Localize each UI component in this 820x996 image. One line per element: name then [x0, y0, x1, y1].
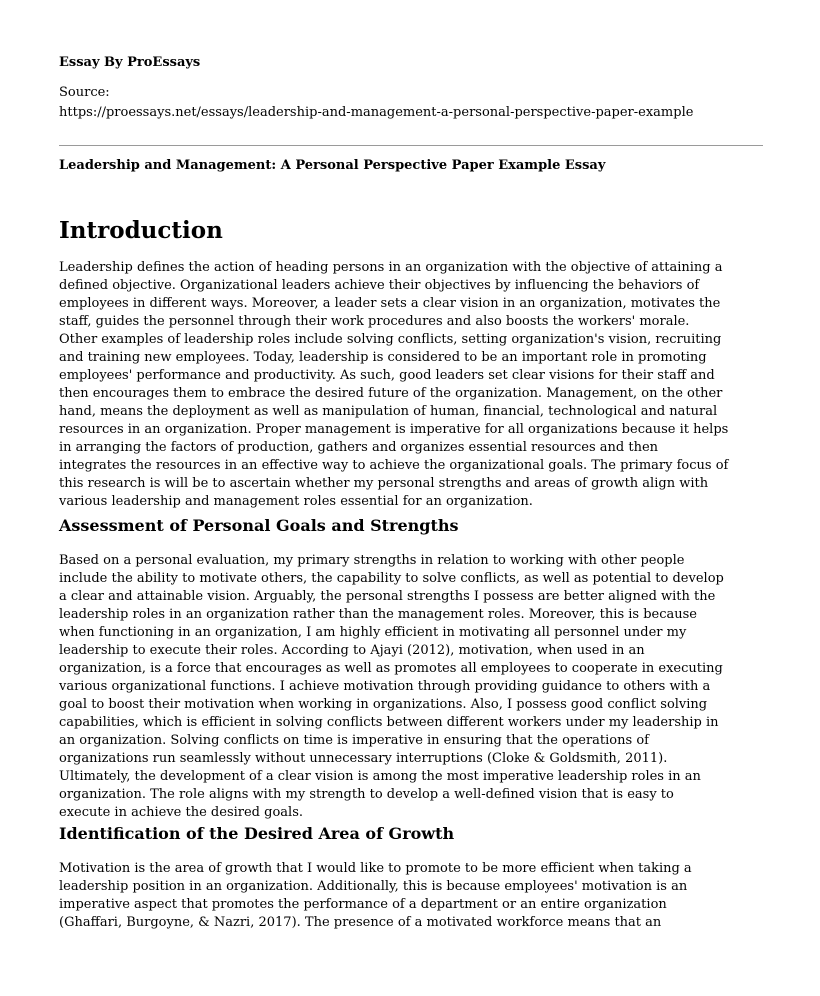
paragraph-line: organizations run seamlessly without unnecessary interruptions (Cloke & Goldsmith, 2011). — [59, 751, 668, 766]
paragraph-line: organization, is a force that encourages as well as promotes all employees to cooperate in executing — [59, 661, 723, 676]
paragraph-line: in arranging the factors of production, gathers and organizes essential resources and then — [59, 440, 659, 455]
paragraph-line: Other examples of leadership roles include solving conflicts, setting organization's vision, recruiting — [59, 332, 722, 347]
document-title: Leadership and Management: A Personal Perspective Paper Example Essay — [59, 158, 606, 173]
paragraph-line: resources in an organization. Proper management is imperative for all organizations because it helps — [59, 422, 729, 437]
paragraph-introduction — [59, 259, 767, 511]
paragraph-growth — [59, 860, 767, 932]
section-heading-introduction: Introduction — [59, 217, 223, 244]
paragraph-line: goal to boost their motivation when working in organizations. Also, I possess good conflict solving — [59, 697, 708, 712]
divider — [59, 145, 763, 146]
source-label: Source: — [59, 85, 110, 100]
paragraph-line: Based on a personal evaluation, my primary strengths in relation to working with other people — [59, 553, 685, 568]
paragraph-line: imperative aspect that promotes the performance of a department or an entire organization — [59, 897, 667, 912]
paragraph-line: include the ability to motivate others, the capability to solve conflicts, as well as potential to develop — [59, 571, 724, 586]
paragraph-line: Leadership defines the action of heading persons in an organization with the objective of attaining a — [59, 260, 723, 275]
paragraph-line: execute in achieve the desired goals. — [59, 805, 303, 820]
paragraph-line: an organization. Solving conflicts on time is imperative in ensuring that the operations of — [59, 733, 649, 748]
paragraph-line: (Ghaffari, Burgoyne, & Nazri, 2017). The presence of a motivated workforce means that an — [59, 915, 662, 930]
paragraph-line: integrates the resources in an effective way to achieve the organizational goals. The primary focus of — [59, 458, 729, 473]
paragraph-line: when functioning in an organization, I am highly efficient in motivating all personnel under my — [59, 625, 687, 640]
paragraph-line: and training new employees. Today, leadership is considered to be an important role in promoting — [59, 350, 707, 365]
paragraph-line: a clear and attainable vision. Arguably, the personal strengths I possess are better aligned with the — [59, 589, 716, 604]
source-url: https://proessays.net/essays/leadership-and-management-a-personal-perspective-paper-example — [59, 105, 694, 120]
paragraph-line: leadership roles in an organization rather than the management roles. Moreover, this is because — [59, 607, 697, 622]
paragraph-line: Motivation is the area of growth that I would like to promote to be more efficient when taking a — [59, 861, 692, 876]
paragraph-line: employees in different ways. Moreover, a leader sets a clear vision in an organization, motivates the — [59, 296, 721, 311]
section-heading-assessment: Assessment of Personal Goals and Strengths — [59, 516, 459, 535]
paragraph-line: Ultimately, the development of a clear vision is among the most imperative leadership roles in an — [59, 769, 701, 784]
byline: Essay By ProEssays — [59, 55, 201, 70]
paragraph-line: then encourages them to embrace the desired future of the organization. Management, on the other — [59, 386, 723, 401]
paragraph-line: capabilities, which is efficient in solving conflicts between different workers under my leadership in — [59, 715, 719, 730]
paragraph-line: various organizational functions. I achieve motivation through providing guidance to others with a — [59, 679, 711, 694]
section-heading-growth: Identification of the Desired Area of Growth — [59, 824, 455, 843]
paragraph-line: various leadership and management roles essential for an organization. — [59, 494, 533, 509]
paragraph-line: defined objective. Organizational leaders achieve their objectives by influencing the behaviors of — [59, 278, 700, 293]
paragraph-line: hand, means the deployment as well as manipulation of human, financial, technological and natural — [59, 404, 718, 419]
paragraph-line: leadership position in an organization. Additionally, this is because employees' motivation is an — [59, 879, 688, 894]
paragraph-line: staff, guides the personnel through their work procedures and also boosts the workers' morale. — [59, 314, 690, 329]
paragraph-line: employees' performance and productivity. As such, good leaders set clear visions for their staff and — [59, 368, 715, 383]
paragraph-line: organization. The role aligns with my strength to develop a well-defined vision that is easy to — [59, 787, 674, 802]
paragraph-line: leadership to execute their roles. According to Ajayi (2012), motivation, when used in an — [59, 643, 645, 658]
paragraph-assessment — [59, 552, 767, 822]
paragraph-line: this research is will be to ascertain whether my personal strengths and areas of growth align with — [59, 476, 709, 491]
